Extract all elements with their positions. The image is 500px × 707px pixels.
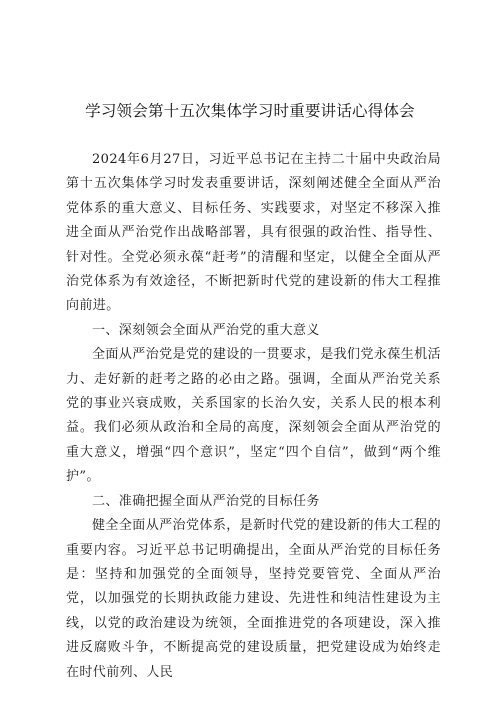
- paragraph-objectives: 健全全面从严治党体系，是新时代党的建设新的伟大工程的重要内容。习近平总书记明确提出，全面从严治党的目标任务是：坚持和加强党的全面领导，坚持党要管党、全面从严治党，以加强党的长期执政能力建设、先进性和纯洁性建设为主线，以党的政治建设为统领，全面推进党的各项建设，深入推进反腐败斗争，不断提高党的建设质量，把党建设成为始终走在时代前列、人民: [66, 518, 441, 680]
- section-heading-1: 一、深刻领会全面从严治党的重大意义: [92, 322, 320, 338]
- document-title: 学习领会第十五次集体学习时重要讲话心得体会: [85, 102, 415, 120]
- paragraph-significance: 全面从严治党是党的建设的一贯要求，是我们党永葆生机活力、走好新的赶考之路的必由之路。强调，全面从严治党关系党的事业兴衰成败，关系国家的长治久安，关系人民的根本利益。我们必须从政治和全局的高度，深刻领会全面从严治党的重大意义，增强“四个意识”，坚定“四个自信”，做到“两个维护”。: [66, 347, 441, 485]
- section-heading-2: 二、准确把握全面从严治党的目标任务: [92, 493, 320, 509]
- document-body: [66, 148, 441, 685]
- paragraph-intro: 2024年6月27日，习近平总书记在主持二十届中央政治局第十五次集体学习时发表重要讲话，深刻阐述健全全面从严治党体系的重大意义、目标任务、实践要求，对坚定不移深入推进全面从严治党作出战略部署，具有很强的政治性、指导性、针对性。全党必须永葆“赶考”的清醒和坚定，以健全全面从严治党体系为有效途径，不断把新时代党的建设新的伟大工程推向前进。: [66, 152, 441, 314]
